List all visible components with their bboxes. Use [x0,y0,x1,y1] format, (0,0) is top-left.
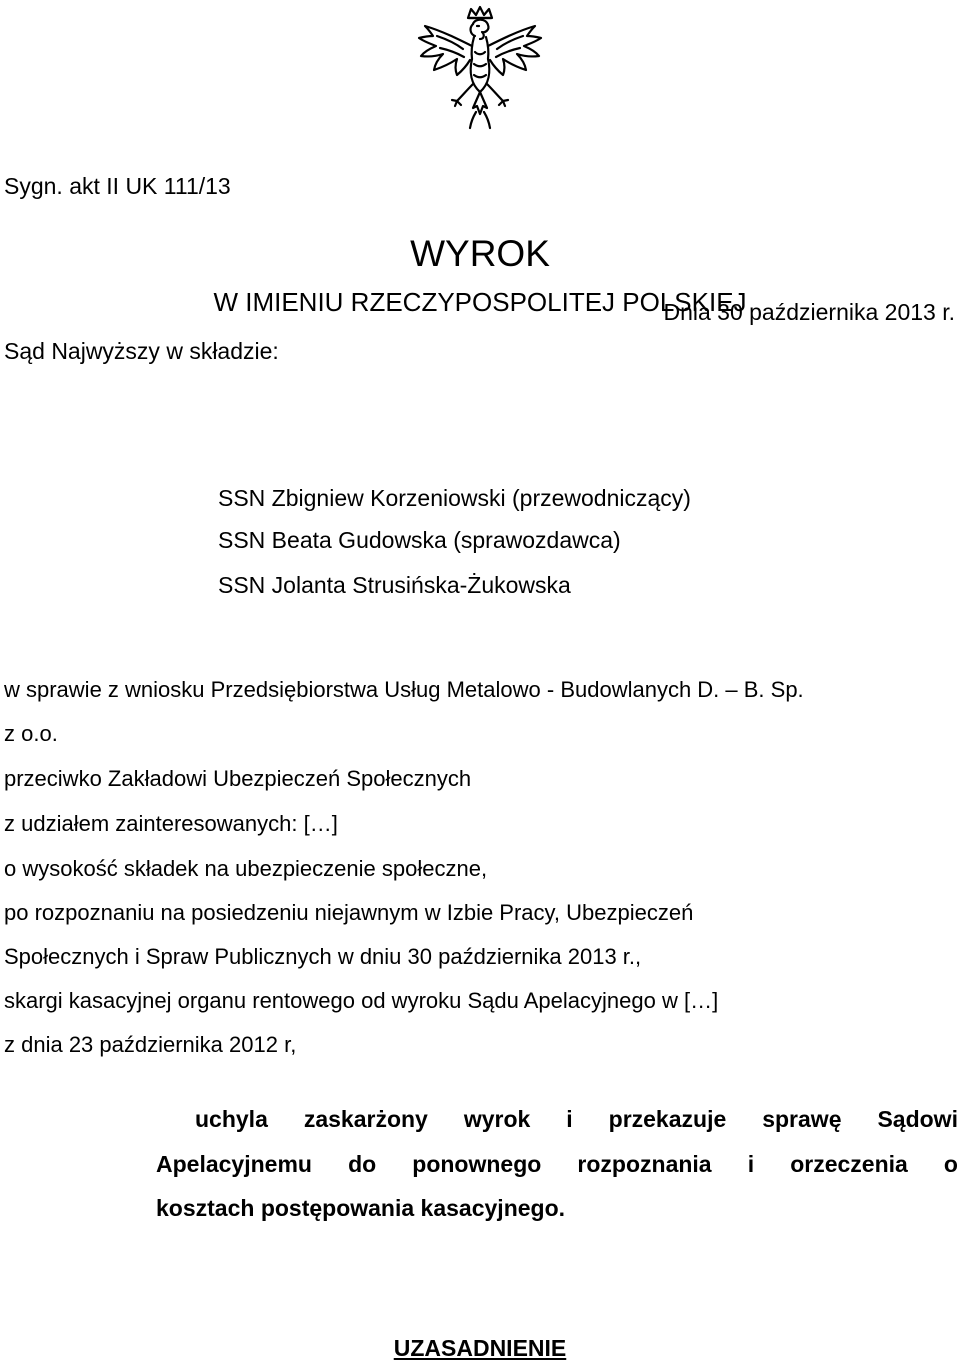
section-heading-text: UZASADNIENIE [393,1335,567,1361]
verdict-line-1 [195,1105,958,1133]
judge-presiding: SSN Zbigniew Korzeniowski (przewodniczący) [218,485,691,511]
court-composition-label: Sąd Najwyższy w składzie: [4,338,279,364]
verdict-word: o [943,1151,958,1177]
verdict-word: sprawę [762,1106,842,1132]
case-line-applicant: w sprawie z wniosku Przedsiębiorstwa Usług Metalowo - Budowlanych D. – B. Sp. [4,677,804,702]
case-line-company-form: z o.o. [4,721,58,746]
case-signature: Sygn. akt II UK 111/13 [4,173,231,199]
case-line-appeal-date: z dnia 23 października 2012 r, [4,1032,297,1057]
case-line-respondent: przeciwko Zakładowi Ubezpieczeń Społecznych [4,766,472,791]
polish-eagle-emblem-icon [413,4,547,132]
case-line-interested-parties: z udziałem zainteresowanych: […] [4,811,338,836]
case-line-appeal: skargi kasacyjnej organu rentowego od wyroku Sądu Apelacyjnego w […] [4,988,719,1013]
verdict-line-2 [156,1150,958,1178]
verdict-word: Sądowi [877,1106,958,1132]
section-heading-justification [0,1334,960,1362]
verdict-word: i [747,1151,755,1177]
verdict-word: orzeczenia [790,1151,908,1177]
case-line-hearing-date: Społecznych i Spraw Publicznych w dniu 30 października 2013 r., [4,944,642,969]
judgment-subtitle: W IMIENIU RZECZYPOSPOLITEJ POLSKIEJ [213,287,747,317]
verdict-word: uchyla [195,1106,268,1132]
verdict-word: i [566,1106,573,1132]
verdict-word: do [348,1151,377,1177]
verdict-word: ponownego [412,1151,542,1177]
judge-rapporteur: SSN Beata Gudowska (sprawozdawca) [218,527,621,553]
verdict-word: przekazuje [608,1106,727,1132]
verdict-line-3: kosztach postępowania kasacyjnego. [156,1195,566,1221]
verdict-word: zaskarżony [303,1106,428,1132]
verdict-word: rozpoznania [577,1151,712,1177]
case-line-hearing: po rozpoznaniu na posiedzeniu niejawnym w Izbie Pracy, Ubezpieczeń [4,900,694,925]
case-line-subject: o wysokość składek na ubezpieczenie społeczne, [4,856,488,881]
verdict-word: Apelacyjnemu [156,1151,312,1177]
judgment-date: Dnia 30 października 2013 r. [663,299,955,325]
judge-member: SSN Jolanta Strusińska-Żukowska [218,572,571,598]
verdict-word: wyrok [463,1106,531,1132]
judgment-title: WYROK [410,233,550,274]
